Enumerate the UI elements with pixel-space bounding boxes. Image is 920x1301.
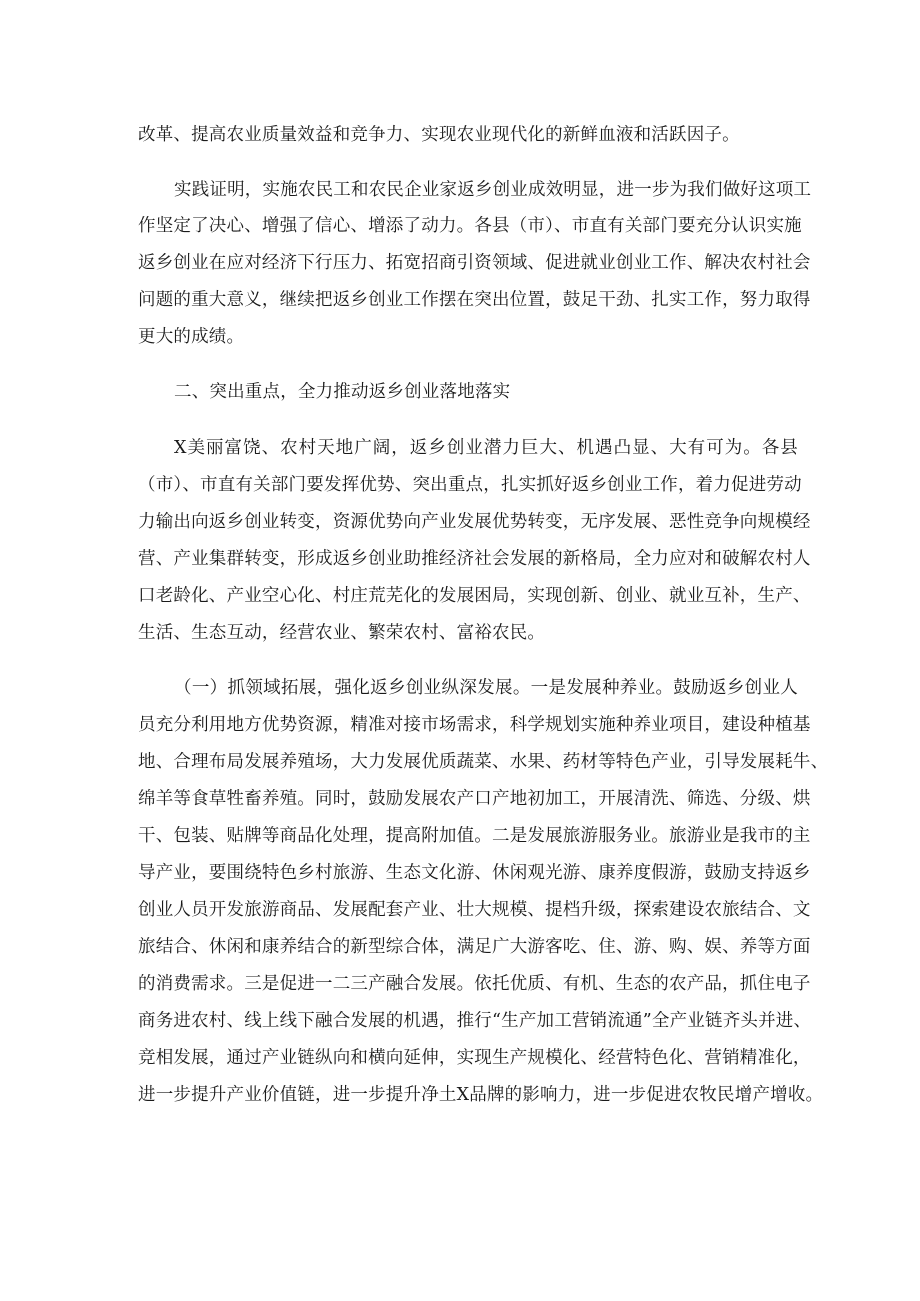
paragraph-line: 的消费需求。三是促进一二三产融合发展。依托优质、有机、生态的农产品，抓住电子 <box>138 974 811 994</box>
paragraph-line: 生活、生态互动，经营农业、繁荣农村、富裕农民。 <box>138 623 546 643</box>
paragraph-line: 营、产业集群转变，形成返乡创业助推经济社会发展的新格局，全力应对和破解农村人 <box>138 549 811 569</box>
paragraph-line: （一）抓领域拓展，强化返乡创业纵深发展。一是发展种养业。鼓励返乡创业人 <box>174 678 798 698</box>
paragraph-line: 问题的重大意义，继续把返乡创业工作摆在突出位置，鼓足干劲、扎实工作，努力取得 <box>138 290 811 310</box>
paragraph-line: 员充分利用地方优势资源，精准对接市场需求，科学规划实施种养业项目，建设种植基 <box>138 715 811 735</box>
paragraph-line: 竞相发展，通过产业链纵向和横向延伸，实现生产规模化、经营特色化、营销精准化， <box>138 1048 811 1068</box>
paragraph-line: 返乡创业在应对经济下行压力、拓宽招商引资领域、促进就业创业工作、解决农村社会 <box>138 253 811 273</box>
paragraph-line: （市）、市直有关部门要发挥优势、突出重点，扎实抓好返乡创业工作，着力促进劳动 <box>138 475 802 495</box>
paragraph-line: 改革、提高农业质量效益和竞争力、实现农业现代化的新鲜血液和活跃因子。 <box>138 125 740 145</box>
paragraph-line: 干、包装、贴牌等商品化处理，提高附加值。二是发展旅游服务业。旅游业是我市的主 <box>138 826 811 846</box>
paragraph-line: X美丽富饶、农村天地广阔，返乡创业潜力巨大、机遇凸显、大有可为。各县 <box>174 438 798 458</box>
paragraph-line: 更大的成绩。 <box>138 327 245 347</box>
paragraph-line: 导产业，要围绕特色乡村旅游、生态文化游、休闲观光游、康养度假游，鼓励支持返乡 <box>138 863 811 883</box>
paragraph-line: 商务进农村、线上线下融合发展的机遇，推行“生产加工营销流通”全产业链齐头并进、 <box>138 1011 812 1031</box>
paragraph-line: 力输出向返乡创业转变，资源优势向产业发展优势转变，无序发展、恶性竞争向规模经 <box>138 512 811 532</box>
paragraph-line: 地、合理布局发展养殖场，大力发展优质蔬菜、水果、药材等特色产业，引导发展耗牛、 <box>138 752 829 772</box>
paragraph-line: 进一步提升产业价值链，进一步提升净土X品牌的影响力，进一步促进农牧民增产增收。 <box>138 1085 824 1105</box>
section-heading: 二、突出重点，全力推动返乡创业落地落实 <box>174 382 511 402</box>
paragraph-line: 口老龄化、产业空心化、村庄荒芜化的发展困局，实现创新、创业、就业互补，生产、 <box>138 586 811 606</box>
paragraph-line: 绵羊等食草牲畜养殖。同时，鼓励发展农产口产地初加工，开展清洗、筛选、分级、烘 <box>138 789 811 809</box>
paragraph-line: 创业人员开发旅游商品、发展配套产业、壮大规模、提档升级，探索建设农旅结合、文 <box>138 900 811 920</box>
paragraph-line: 旅结合、休闲和康养结合的新型综合体，满足广大游客吃、住、游、购、娱、养等方面 <box>138 937 811 957</box>
paragraph-line: 实践证明，实施农民工和农民企业家返乡创业成效明显，进一步为我们做好这项工 <box>174 180 812 200</box>
paragraph-line: 作坚定了决心、增强了信心、增添了动力。各县（市）、市直有关部门要充分认识实施 <box>138 216 802 236</box>
